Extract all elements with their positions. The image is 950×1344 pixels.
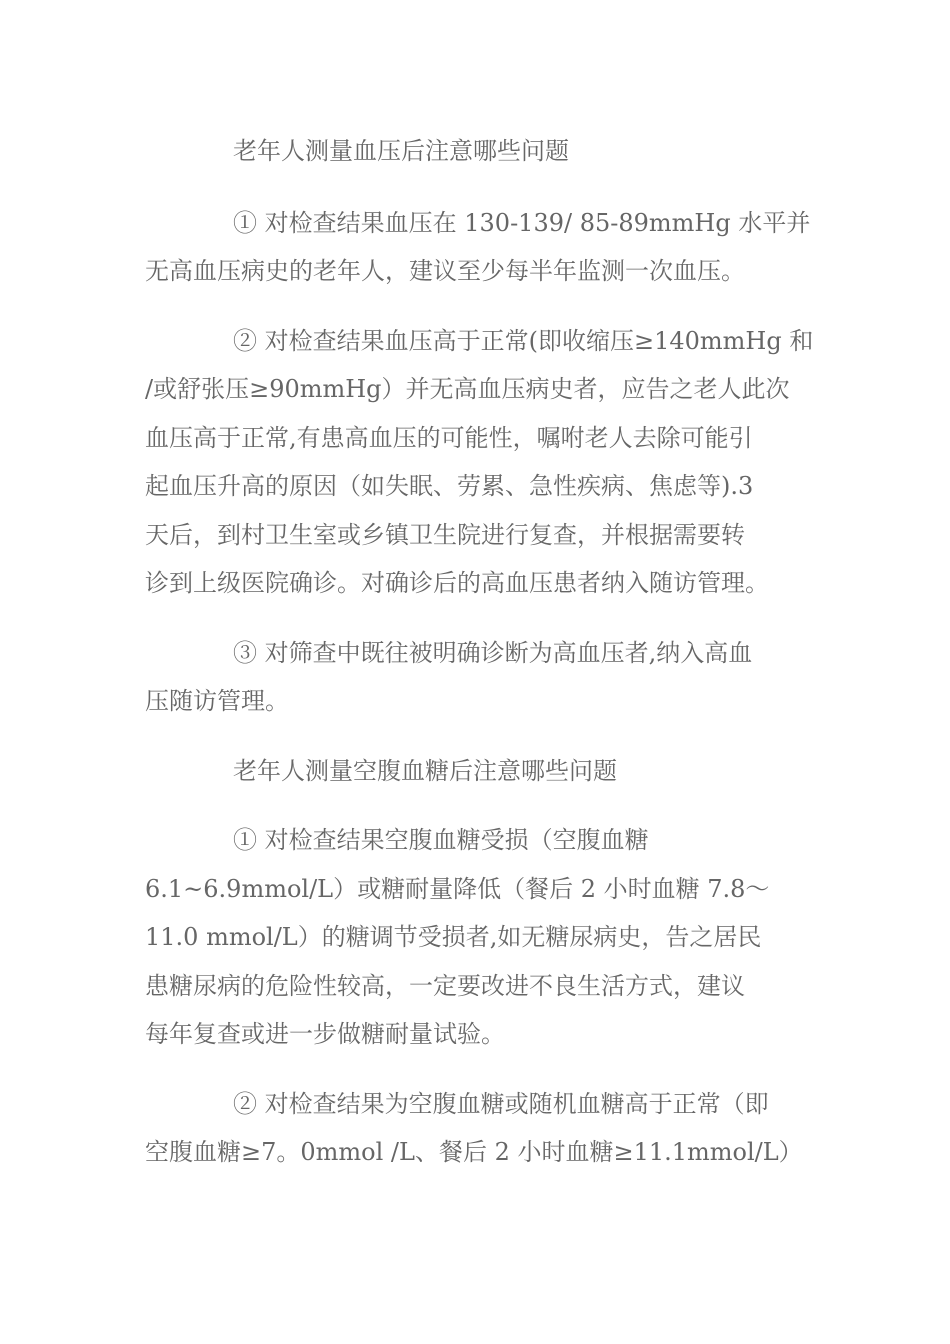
section1-heading — [145, 127, 817, 176]
section1-item1 — [145, 199, 817, 296]
paragraph-line: ② 对检查结果血压高于正常(即收缩压≥140mmHg 和 — [233, 326, 814, 355]
paragraph-line: 空腹血糖≥7。0mmol /L、餐后 2 小时血糖≥11.1mmol/L） — [145, 1138, 803, 1166]
paragraph-line: 无高血压病史的老年人，建议至少每半年监测一次血压。 — [145, 257, 745, 285]
heading-text: 老年人测量空腹血糖后注意哪些问题 — [233, 756, 617, 785]
section1-item2 — [145, 317, 817, 608]
paragraph-line: ① 对检查结果血压在 130-139/ 85-89mmHg 水平并 — [233, 208, 811, 237]
paragraph-line: 每年复查或进一步做糖耐量试验。 — [145, 1020, 505, 1048]
paragraph-line: 天后，到村卫生室或乡镇卫生院进行复查，并根据需要转 — [145, 520, 745, 549]
paragraph-line: 起血压升高的原因（如失眠、劳累、急性疾病、焦虑等).3 — [145, 472, 754, 500]
paragraph-line: 血压高于正常,有患高血压的可能性，嘱咐老人去除可能引 — [145, 423, 753, 452]
paragraph-line: 压随访管理。 — [145, 687, 289, 715]
paragraph-line: 诊到上级医院确诊。对确诊后的高血压患者纳入随访管理。 — [145, 569, 769, 597]
paragraph-line: /或舒张压≥90mmHg）并无高血压病史者，应告之老人此次 — [145, 375, 790, 403]
paragraph-line: 患糖尿病的危险性较高，一定要改进不良生活方式，建议 — [145, 971, 745, 1000]
heading-text: 老年人测量血压后注意哪些问题 — [233, 137, 569, 165]
paragraph-line: ② 对检查结果为空腹血糖或随机血糖高于正常（即 — [233, 1089, 769, 1118]
section2-item2 — [145, 1080, 817, 1177]
paragraph-line: ① 对检查结果空腹血糖受损（空腹血糖 — [233, 826, 649, 854]
section2-heading — [145, 747, 817, 796]
paragraph-line: ③ 对筛查中既往被明确诊断为高血压者,纳入高血 — [233, 638, 753, 667]
paragraph-line: 11.0 mmol/L）的糖调节受损者,如无糖尿病史，告之居民 — [145, 923, 762, 951]
section1-item3 — [145, 629, 817, 726]
paragraph-line: 6.1~6.9mmol/L）或糖耐量降低（餐后 2 小时血糖 7.8～ — [145, 874, 770, 903]
document-body — [145, 127, 817, 1177]
section2-item1 — [145, 816, 817, 1059]
